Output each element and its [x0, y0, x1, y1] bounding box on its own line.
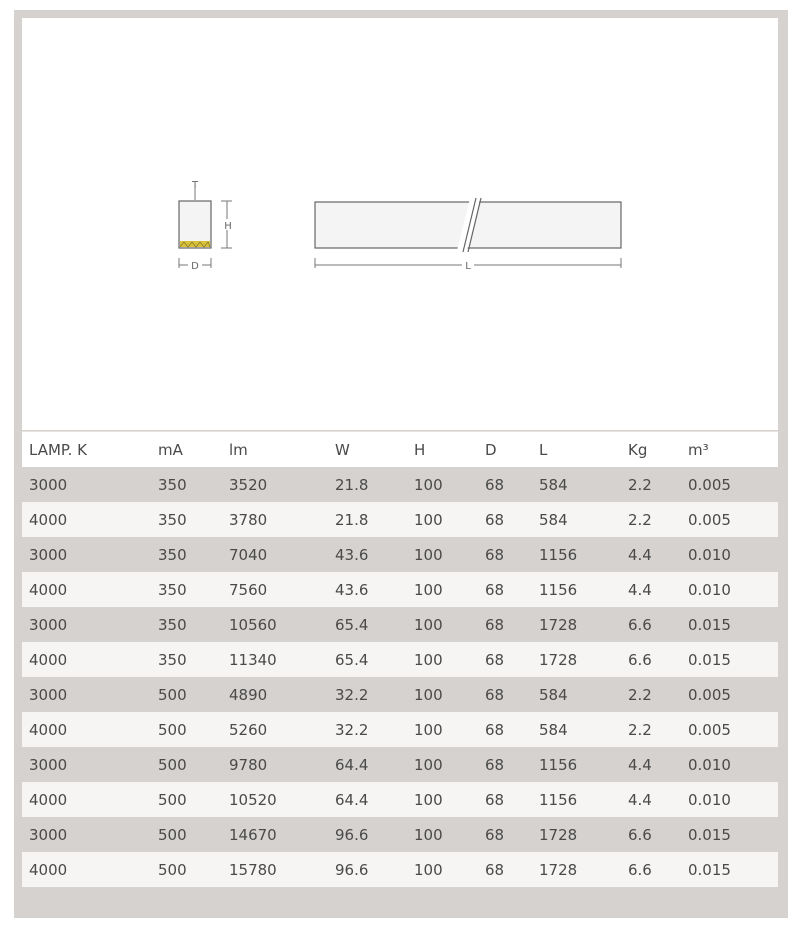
cell-lamp-k: 3000: [29, 545, 68, 564]
cell-w: 64.4: [335, 755, 369, 774]
technical-drawing: [22, 18, 778, 430]
cell-w: 21.8: [335, 475, 369, 494]
cell-lm: 10560: [229, 615, 277, 634]
cell-d: 68: [485, 615, 505, 634]
cell-kg: 6.6: [628, 615, 652, 634]
cell-lamp-k: 4000: [29, 580, 68, 599]
cell-kg: 4.4: [628, 580, 652, 599]
cell-l: 1728: [539, 825, 578, 844]
cell-m3: 0.005: [688, 720, 731, 739]
cell-d: 68: [485, 685, 505, 704]
cell-h: 100: [414, 510, 443, 529]
dim-label-h: H: [224, 221, 232, 232]
cell-d: 68: [485, 580, 505, 599]
cell-lm: 11340: [229, 650, 277, 669]
table-row: [22, 642, 778, 677]
cell-h: 100: [414, 720, 443, 739]
cell-m3: 0.010: [688, 790, 731, 809]
table-row: [22, 607, 778, 642]
cell-lamp-k: 3000: [29, 475, 68, 494]
cell-l: 1156: [539, 545, 578, 564]
cell-lamp-k: 3000: [29, 755, 68, 774]
cell-m3: 0.015: [688, 650, 731, 669]
cell-w: 65.4: [335, 615, 369, 634]
header-ma: mA: [158, 440, 183, 459]
cell-h: 100: [414, 545, 443, 564]
cell-lamp-k: 4000: [29, 790, 68, 809]
cell-w: 32.2: [335, 685, 369, 704]
cell-lamp-k: 3000: [29, 685, 68, 704]
table-row: [22, 782, 778, 817]
cell-d: 68: [485, 510, 505, 529]
cell-h: 100: [414, 790, 443, 809]
dim-label-l: L: [465, 261, 471, 272]
cell-lamp-k: 3000: [29, 825, 68, 844]
header-h: H: [414, 440, 426, 459]
cell-l: 1156: [539, 755, 578, 774]
cell-w: 32.2: [335, 720, 369, 739]
cell-w: 21.8: [335, 510, 369, 529]
table-row: [22, 817, 778, 852]
cell-ma: 500: [158, 685, 187, 704]
cell-lm: 7040: [229, 545, 268, 564]
cell-lm: 3520: [229, 475, 268, 494]
cell-ma: 500: [158, 790, 187, 809]
cell-l: 584: [539, 475, 568, 494]
cell-kg: 4.4: [628, 755, 652, 774]
cell-w: 64.4: [335, 790, 369, 809]
cell-m3: 0.005: [688, 510, 731, 529]
cell-kg: 2.2: [628, 510, 652, 529]
cell-m3: 0.010: [688, 755, 731, 774]
cell-h: 100: [414, 685, 443, 704]
cell-l: 1728: [539, 860, 578, 879]
cell-d: 68: [485, 790, 505, 809]
cell-lamp-k: 4000: [29, 510, 68, 529]
table-row: [22, 677, 778, 712]
cell-kg: 2.2: [628, 685, 652, 704]
cell-l: 1728: [539, 615, 578, 634]
cell-kg: 2.2: [628, 475, 652, 494]
cell-w: 65.4: [335, 650, 369, 669]
cell-lamp-k: 4000: [29, 860, 68, 879]
cell-ma: 500: [158, 860, 187, 879]
header-m3: m³: [688, 440, 709, 459]
cell-lamp-k: 4000: [29, 720, 68, 739]
table-row: [22, 502, 778, 537]
cell-h: 100: [414, 755, 443, 774]
cell-ma: 350: [158, 580, 187, 599]
cell-lamp-k: 4000: [29, 650, 68, 669]
header-lamp-k: LAMP. K: [29, 440, 87, 459]
cell-kg: 6.6: [628, 825, 652, 844]
cross-section: [179, 180, 232, 272]
cell-w: 96.6: [335, 860, 369, 879]
cell-d: 68: [485, 650, 505, 669]
cell-m3: 0.015: [688, 615, 731, 634]
cell-lm: 7560: [229, 580, 268, 599]
cell-kg: 2.2: [628, 720, 652, 739]
cell-d: 68: [485, 755, 505, 774]
cell-lm: 4890: [229, 685, 268, 704]
dim-label-d: D: [191, 261, 199, 272]
cell-m3: 0.015: [688, 825, 731, 844]
header-lm: lm: [229, 440, 248, 459]
table-row: [22, 537, 778, 572]
table-row: [22, 572, 778, 607]
table-row: [22, 712, 778, 747]
cell-h: 100: [414, 615, 443, 634]
side-profile: [315, 198, 621, 272]
cell-ma: 350: [158, 615, 187, 634]
cell-d: 68: [485, 545, 505, 564]
header-d: D: [485, 440, 497, 459]
cell-l: 584: [539, 510, 568, 529]
cell-w: 96.6: [335, 825, 369, 844]
cell-h: 100: [414, 650, 443, 669]
header-l: L: [539, 440, 548, 459]
cell-h: 100: [414, 860, 443, 879]
cell-ma: 350: [158, 510, 187, 529]
table-row: [22, 467, 778, 502]
cell-lm: 5260: [229, 720, 268, 739]
cell-ma: 500: [158, 825, 187, 844]
cell-l: 584: [539, 720, 568, 739]
cell-kg: 6.6: [628, 860, 652, 879]
cell-l: 1156: [539, 580, 578, 599]
cell-lm: 3780: [229, 510, 268, 529]
table-row: [22, 747, 778, 782]
header-kg: Kg: [628, 440, 648, 459]
cell-lm: 14670: [229, 825, 277, 844]
cell-kg: 4.4: [628, 790, 652, 809]
cell-d: 68: [485, 825, 505, 844]
cell-lm: 15780: [229, 860, 277, 879]
cell-ma: 500: [158, 755, 187, 774]
table-row: [22, 852, 778, 887]
cell-l: 584: [539, 685, 568, 704]
header-w: W: [335, 440, 350, 459]
cell-ma: 500: [158, 720, 187, 739]
cell-lamp-k: 3000: [29, 615, 68, 634]
cell-d: 68: [485, 475, 505, 494]
cell-kg: 6.6: [628, 650, 652, 669]
cell-h: 100: [414, 825, 443, 844]
cell-kg: 4.4: [628, 545, 652, 564]
cell-m3: 0.015: [688, 860, 731, 879]
cell-l: 1728: [539, 650, 578, 669]
cell-lm: 10520: [229, 790, 277, 809]
cell-l: 1156: [539, 790, 578, 809]
cell-d: 68: [485, 720, 505, 739]
spec-table: [22, 431, 778, 887]
cell-ma: 350: [158, 650, 187, 669]
cell-w: 43.6: [335, 580, 369, 599]
cell-h: 100: [414, 580, 443, 599]
cell-m3: 0.010: [688, 580, 731, 599]
dim-label-t: T: [191, 180, 199, 191]
cell-w: 43.6: [335, 545, 369, 564]
cell-m3: 0.010: [688, 545, 731, 564]
dimension-diagram: [22, 18, 778, 430]
cell-h: 100: [414, 475, 443, 494]
cell-d: 68: [485, 860, 505, 879]
cell-ma: 350: [158, 475, 187, 494]
cell-m3: 0.005: [688, 475, 731, 494]
cell-lm: 9780: [229, 755, 268, 774]
cell-m3: 0.005: [688, 685, 731, 704]
cell-ma: 350: [158, 545, 187, 564]
table-header-row: [22, 431, 778, 467]
